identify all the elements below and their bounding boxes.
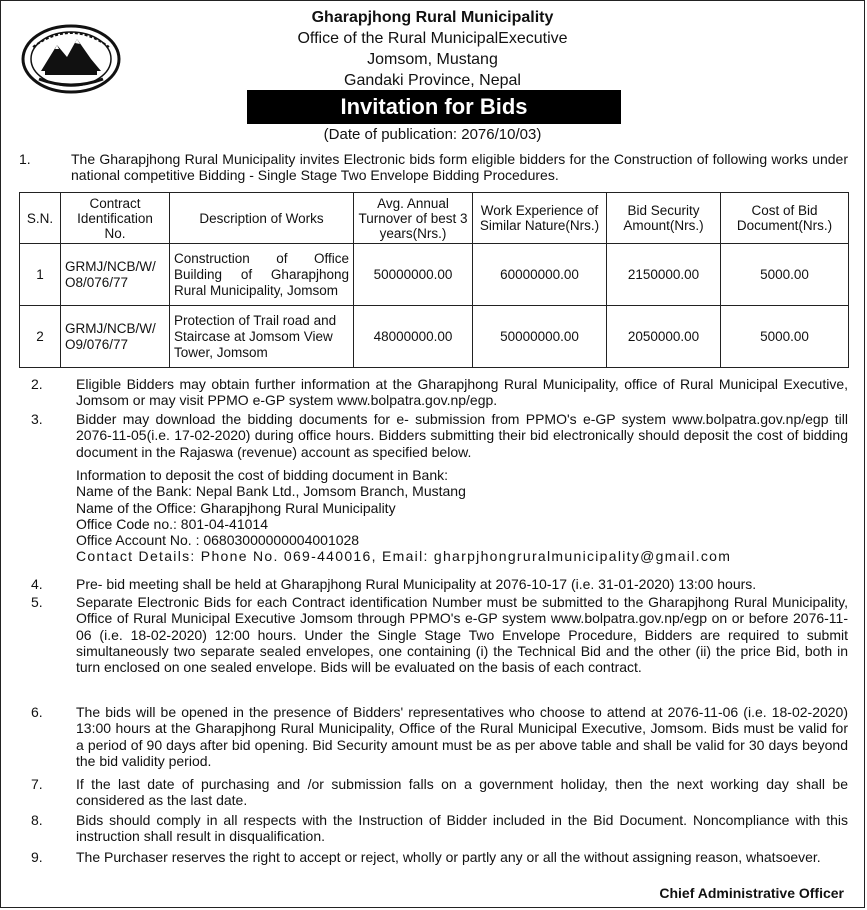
clause-text: The Gharapjhong Rural Municipality invites Electronic bids form eligible bidders for the Construction of following works under national competitive Bidding - Single Stage Two Envelope Bidding Procedures. bbox=[71, 151, 848, 184]
clause-number: 2. bbox=[31, 376, 43, 392]
bank-name: Name of the Bank: Nepal Bank Ltd., Jomsom Branch, Mustang bbox=[76, 483, 466, 500]
office-location: Jomsom, Mustang bbox=[367, 51, 498, 68]
cell-description: Protection of Trail road and Staircase at Jomsom View Tower, Jomsom bbox=[170, 306, 354, 368]
cell-experience: 60000000.00 bbox=[473, 244, 607, 306]
table-header-row bbox=[20, 193, 849, 244]
clause-number: 1. bbox=[19, 151, 31, 167]
clause-number: 7. bbox=[31, 776, 43, 792]
cell-bid-security: 2050000.00 bbox=[607, 306, 721, 368]
cell-sn: 2 bbox=[20, 306, 61, 368]
clause-text: If the last date of purchasing and /or submission falls on a government holiday, then the next working day shall be considered as the last date. bbox=[76, 776, 848, 809]
cell-doc-cost: 5000.00 bbox=[721, 306, 849, 368]
clause-number: 4. bbox=[31, 576, 43, 592]
clause-number: 9. bbox=[31, 849, 43, 865]
table-row bbox=[20, 244, 849, 306]
column-header: S.N. bbox=[20, 193, 61, 244]
clause-number: 8. bbox=[31, 812, 43, 828]
province: Gandaki Province, Nepal bbox=[344, 72, 521, 89]
office-account: Office Account No. : 06803000000004001028 bbox=[76, 532, 360, 549]
column-header: Description of Works bbox=[170, 193, 354, 244]
office-code: Office Code no.: 801-04-41014 bbox=[76, 515, 268, 532]
column-header: Contract Identification No. bbox=[61, 193, 170, 244]
contact-details: Contact Details: Phone No. 069-440016, Email: gharpjhongruralmunicipality@gmail.com bbox=[76, 548, 732, 565]
cell-experience: 50000000.00 bbox=[473, 306, 607, 368]
office-name: Office of the Rural MunicipalExecutive bbox=[297, 30, 568, 47]
clause-number: 6. bbox=[31, 704, 43, 720]
column-header: Avg. Annual Turnover of best 3 years(Nrs.) bbox=[354, 193, 473, 244]
cell-sn: 1 bbox=[20, 244, 61, 306]
bank-info-heading: Information to deposit the cost of bidding document in Bank: bbox=[76, 467, 449, 483]
cell-turnover: 50000000.00 bbox=[354, 244, 473, 306]
cell-bid-security: 2150000.00 bbox=[607, 244, 721, 306]
clause-number: 5. bbox=[31, 594, 43, 610]
notice-title: Invitation for Bids bbox=[247, 90, 621, 124]
clause-text: Bidder may download the bidding documents for e- submission from PPMO's e-GP system www.bolpatra.gov.np/egp till 2076-11-05(i.e. 17-02-2020) during office hours. Bidders submitting their bid electronically should deposit the cost of bidding document in the Rajaswa (revenue) account as specified below. bbox=[76, 411, 848, 460]
clause-text: Separate Electronic Bids for each Contract identification Number must be submitted to the Gharapjhong Rural Municipality, Office of Rural Municipal Executive Jomsom through PPMO's e-GP system www.bolpatra.gov.np/egp on or before 2076-11-06 (i.e. 18-02-2020) 12:00 hours. Under the Single Stage Two Envelope Procedure, Bidders are required to submit simultaneously two separate sealed envelopes, one containing (i) the Technical Bid and the other (ii) the price Bid, both in turn enclosed on one sealed envelope. Bids will be evaluated on the basis of each contract. bbox=[76, 594, 848, 676]
column-header: Bid Security Amount(Nrs.) bbox=[607, 193, 721, 244]
office-name-line: Name of the Office: Gharapjhong Rural Municipality bbox=[76, 499, 396, 516]
clause-text: The Purchaser reserves the right to accept or reject, wholly or partly any or all the without assigning reason, whatsoever. bbox=[76, 849, 821, 865]
cell-contract-id: GRMJ/NCB/W/ O8/076/77 bbox=[61, 244, 170, 306]
cell-contract-id: GRMJ/NCB/W/ O9/076/77 bbox=[61, 306, 170, 368]
bid-table bbox=[19, 192, 849, 368]
cell-description: Construction of Office Building of Gharapjhong Rural Municipality, Jomsom bbox=[170, 244, 354, 306]
cell-doc-cost: 5000.00 bbox=[721, 244, 849, 306]
clause-text: The bids will be opened in the presence of Bidders' representatives who choose to attend at 2076-11-06 (i.e. 18-02-2020) 13:00 hours at the Gharapjhong Rural Municipality, Office of the Rural Municipal Executive, Jomsom. Bids must be valid for a period of 90 days after bid opening. Bid Security amount must be as per above table and shall be valid for 30 days beyond the bid validity period. bbox=[76, 704, 848, 769]
clause-text: Pre- bid meeting shall be held at Gharapjhong Rural Municipality at 2076-10-17 (i.e. 31-01-2020) 13:00 hours. bbox=[76, 576, 757, 592]
column-header: Work Experience of Similar Nature(Nrs.) bbox=[473, 193, 607, 244]
cell-turnover: 48000000.00 bbox=[354, 306, 473, 368]
municipality-name: Gharapjhong Rural Municipality bbox=[311, 9, 554, 26]
clause-number: 3. bbox=[31, 411, 43, 427]
publication-date: (Date of publication: 2076/10/03) bbox=[323, 126, 542, 143]
signature-title: Chief Administrative Officer bbox=[659, 885, 844, 901]
clause-text: Eligible Bidders may obtain further information at the Gharapjhong Rural Municipality, office of Rural Municipal Executive, Jomsom or may visit PPMO e-GP system www.bolpatra.gov.np/egp. bbox=[76, 376, 848, 409]
table-row bbox=[20, 306, 849, 368]
column-header: Cost of Bid Document(Nrs.) bbox=[721, 193, 849, 244]
clause-text: Bids should comply in all respects with the Instruction of Bidder included in the Bid Document. Noncompliance with this instruction shall result in disqualification. bbox=[76, 812, 848, 845]
